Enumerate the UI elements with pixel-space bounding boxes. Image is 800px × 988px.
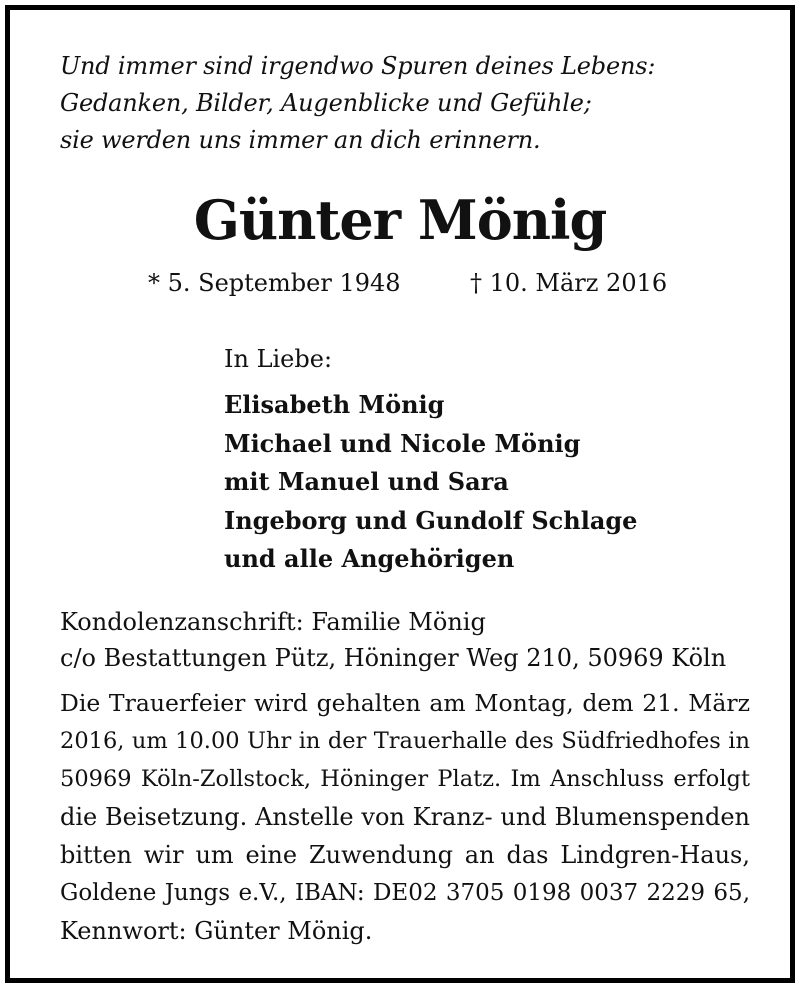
memorial-motto xyxy=(60,48,655,159)
deceased-name: Günter Mönig xyxy=(193,188,607,252)
notice-line: Kennwort: Günter Mönig. xyxy=(60,917,373,945)
motto-line: sie werden uns immer an dich erinnern. xyxy=(60,126,541,154)
condolence-address xyxy=(60,604,726,676)
mourner-name: Michael und Nicole Mönig xyxy=(224,428,581,458)
address-line: c/o Bestattungen Pütz, Höninger Weg 210, 50969 Köln xyxy=(60,644,727,672)
mourner-name: Elisabeth Mönig xyxy=(224,390,445,419)
notice-line: 50969 Köln-Zollstock, Höninger Platz. Im Anschluss erfolgt xyxy=(60,766,750,792)
notice-line: bitten wir um eine Zuwendung an das Lindgren-Haus, xyxy=(60,841,750,869)
mourner-name: und alle Angehörigen xyxy=(224,544,515,573)
motto-line: Gedanken, Bilder, Augenblicke und Gefühle; xyxy=(60,89,592,117)
address-line: Kondolenzanschrift: Familie Mönig xyxy=(60,608,486,636)
death-date: † 10. März 2016 xyxy=(470,269,668,297)
funeral-service-notice xyxy=(60,684,750,950)
mourner-name: mit Manuel und Sara xyxy=(224,467,509,496)
notice-line: Die Trauerfeier wird gehalten am Montag, dem 21. März xyxy=(60,689,750,717)
obituary-content xyxy=(10,10,790,978)
motto-line: Und immer sind irgendwo Spuren deines Lebens: xyxy=(60,52,656,80)
notice-line: 2016, um 10.00 Uhr in der Trauerhalle des Südfriedhofes in xyxy=(60,728,750,754)
mourner-name: Ingeborg und Gundolf Schlage xyxy=(224,505,638,535)
notice-line: Goldene Jungs e.V., IBAN: DE02 3705 0198 0037 2229 65, xyxy=(60,880,750,906)
mourners-intro: In Liebe: xyxy=(224,345,333,373)
notice-line: die Beisetzung. Anstelle von Kranz- und Blumenspenden xyxy=(60,803,750,831)
mourners-list xyxy=(224,386,637,579)
birth-date: * 5. September 1948 xyxy=(148,269,401,297)
obituary-frame xyxy=(5,5,795,983)
